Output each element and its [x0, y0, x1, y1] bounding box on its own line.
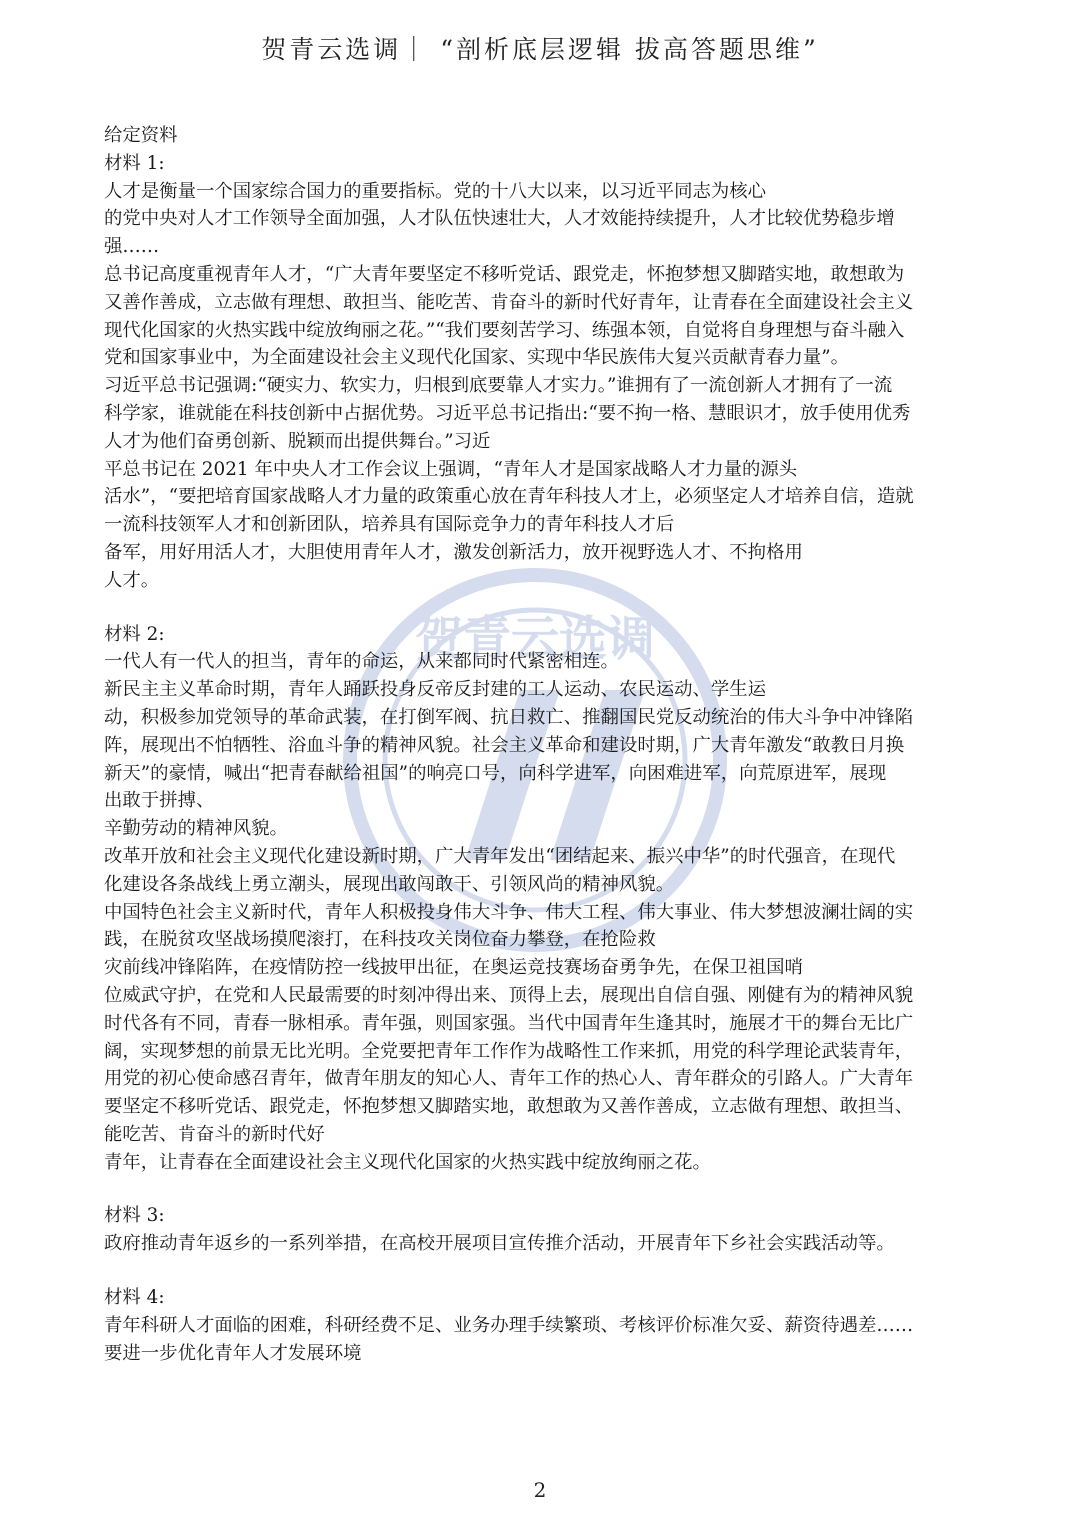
page-number: 2: [533, 1478, 547, 1502]
text-line: 新民主主义革命时期，青年人踊跃投身反帝反封建的工人运动、农民运动、学生运: [104, 679, 767, 701]
text-line: 践，在脱贫攻坚战场摸爬滚打，在科技攻关岗位奋力攀登，在抢险救: [104, 929, 656, 951]
watermark-text: 贺青云选调: [414, 611, 656, 667]
text-line: 政府推动青年返乡的一系列举措，在高校开展项目宣传推介活动，开展青年下乡社会实践活动等。: [104, 1233, 895, 1255]
text-line: 备军，用好用活人才，大胆使用青年人才，激发创新活力，放开视野选人才、不拘格用: [104, 541, 803, 563]
text-line: 总书记高度重视青年人才，“广大青年要坚定不移听党话、跟党走，怀抱梦想又脚踏实地，敢想敢为: [104, 263, 905, 285]
text-line: 位威武守护，在党和人民最需要的时刻冲得出来、顶得上去，展现出自信自强、刚健有为的精神风貌: [104, 984, 914, 1006]
text-line: 青年，让青春在全面建设社会主义现代化国家的火热实践中绽放绚丽之花。: [104, 1151, 711, 1173]
document-body: [104, 122, 984, 1367]
text-line: 用党的初心使命感召青年，做青年朋友的知心人、青年工作的热心人、青年群众的引路人。广大青年: [104, 1068, 914, 1090]
text-line: 能吃苦、肯奋斗的新时代好: [104, 1123, 325, 1145]
text-line: 活水”，“要把培育国家战略人才力量的政策重心放在青年科技人才上，必须坚定人才培养自信，造就: [104, 486, 914, 508]
material-title: 材料 3:: [104, 1205, 165, 1227]
text-line: 人才是衡量一个国家综合国力的重要指标。党的十八大以来，以习近平同志为核心: [104, 180, 767, 202]
paragraph-gap: [104, 1258, 984, 1284]
text-line: 一代人有一代人的担当，青年的命运，从来都同时代紧密相连。: [104, 651, 619, 673]
text-line: 习近平总书记强调:“硬实力、软实力，归根到底要靠人才实力。”谁拥有了一流创新人才拥有了一流: [104, 375, 893, 397]
paragraph-gap: [104, 595, 984, 621]
text-line: 阔，实现梦想的前景无比光明。全党要把青年工作作为战略性工作来抓，用党的科学理论武装青年，: [104, 1040, 914, 1062]
text-line: 阵，展现出不怕牺牲、浴血斗争的精神风貌。社会主义革命和建设时期，广大青年激发“敢教日月换: [104, 734, 905, 756]
text-line: 人才为他们奋勇创新、脱颖而出提供舞台。”习近: [104, 430, 491, 452]
text-line: 平总书记在 2021 年中央人才工作会议上强调，“青年人才是国家战略人才力量的源头: [104, 458, 798, 480]
text-line: 要进一步优化青年人才发展环境: [104, 1342, 362, 1364]
text-line: 的党中央对人才工作领导全面加强，人才队伍快速壮大，人才效能持续提升，人才比较优势稳步增: [104, 208, 895, 230]
text-line: 新天”的豪情，喊出“把青春献给祖国”的响亮口号，向科学进军，向困难进军，向荒原进军，展现: [104, 762, 887, 784]
text-line: 要坚定不移听党话、跟党走，怀抱梦想又脚踏实地，敢想敢为又善作善成，立志做有理想、敢担当、: [104, 1096, 914, 1118]
text-line: 灾前线冲锋陷阵，在疫情防控一线披甲出征，在奥运竞技赛场奋勇争先，在保卫祖国哨: [104, 957, 803, 979]
text-line: 中国特色社会主义新时代，青年人积极投身伟大斗争、伟大工程、伟大事业、伟大梦想波澜壮阔的实: [104, 901, 914, 923]
text-line: 出敢于拼搏、: [104, 790, 215, 812]
paragraph-gap: [104, 1176, 984, 1202]
text-line: 青年科研人才面临的困难，科研经费不足、业务办理手续繁琐、考核评价标准欠妥、薪资待遇差……: [104, 1314, 914, 1336]
text-line: 改革开放和社会主义现代化建设新时期，广大青年发出“团结起来、振兴中华”的时代强音，在现代: [104, 845, 896, 867]
material-title: 材料 4:: [104, 1287, 165, 1309]
section-heading: 给定资料: [104, 125, 178, 146]
text-line: 辛勤劳动的精神风貌。: [104, 818, 288, 840]
text-line: 一流科技领军人才和创新团队，培养具有国际竞争力的青年科技人才后: [104, 514, 675, 536]
page-header: 贺青云选调｜ “剖析底层逻辑 拔高答题思维”: [261, 35, 819, 64]
material-title: 材料 1:: [104, 152, 165, 174]
text-line: 人才。: [104, 569, 160, 591]
text-line: 时代各有不同，青春一脉相承。青年强，则国家强。当代中国青年生逢其时，施展才干的舞台无比广: [104, 1012, 914, 1034]
material-title: 材料 2:: [104, 623, 165, 645]
text-line: 化建设各条战线上勇立潮头，展现出敢闯敢干、引领风尚的精神风貌。: [104, 873, 675, 895]
text-line: 科学家，谁就能在科技创新中占据优势。习近平总书记指出:“要不拘一格、慧眼识才，放手使用优秀: [104, 402, 911, 424]
text-line: 又善作善成，立志做有理想、敢担当、能吃苦、肯奋斗的新时代好青年，让青春在全面建设社会主义: [104, 291, 914, 313]
text-line: 现代化国家的火热实践中绽放绚丽之花。”“我们要刻苦学习、练强本领，自觉将自身理想与奋斗融入: [104, 319, 905, 341]
text-line: 动，积极参加党领导的革命武装，在打倒军阀、抗日救亡、推翻国民党反动统治的伟大斗争中冲锋陷: [104, 706, 914, 728]
text-line: 党和国家事业中，为全面建设社会主义现代化国家、实现中华民族伟大复兴贡献青春力量”。: [104, 347, 850, 369]
text-line: 强……: [104, 236, 160, 258]
